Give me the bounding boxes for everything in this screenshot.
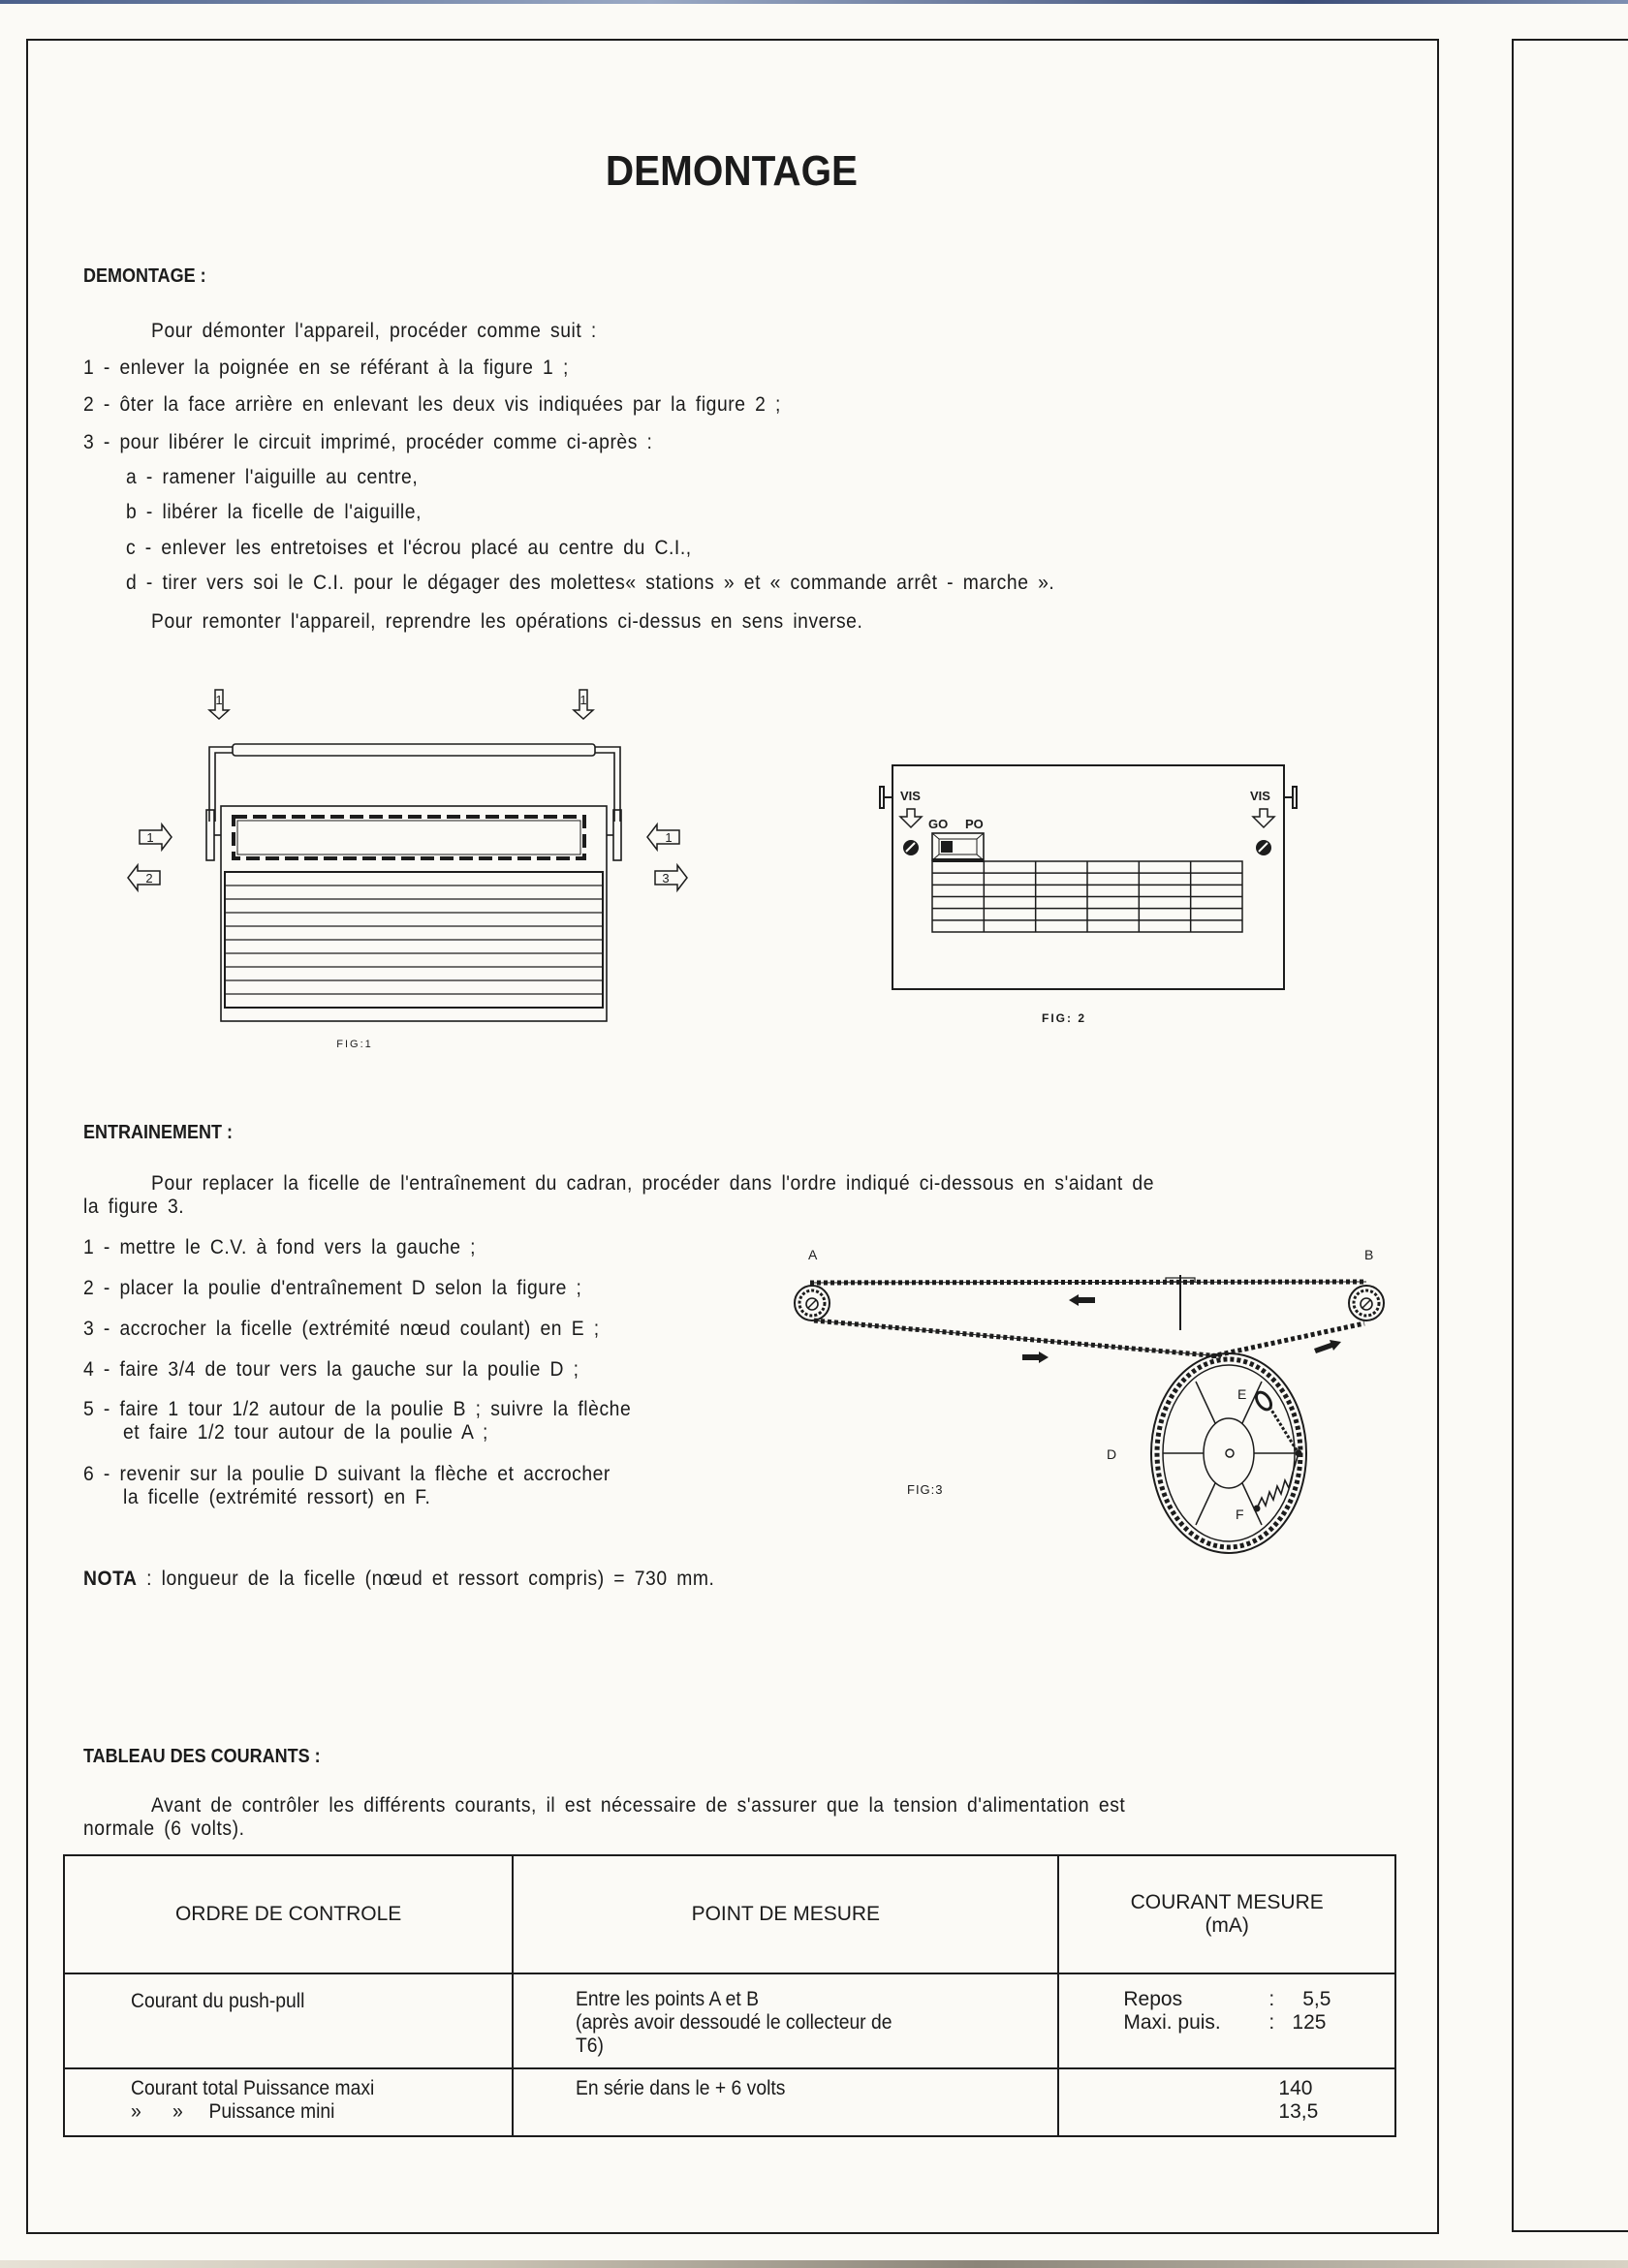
label-b: B: [1364, 1247, 1374, 1262]
nota-text: : longueur de la ficelle (nœud et ressort compris) = 730 mm.: [137, 1568, 715, 1590]
cell-ordre: Courant du push-pull: [64, 1973, 513, 2068]
demontage-step: 1 - enlever la poignée en se référant à la figure 1 ;: [83, 357, 569, 379]
po-label: PO: [965, 817, 984, 831]
column-header-point: POINT DE MESURE: [513, 1855, 1058, 1973]
demontage-outro: Pour remonter l'appareil, reprendre les opérations ci-dessus en sens inverse.: [151, 610, 863, 633]
table-row: [64, 2068, 1395, 2136]
tableau-heading: TABLEAU DES COURANTS :: [83, 1746, 321, 1767]
page-title: DEMONTAGE: [605, 147, 859, 195]
entrainement-intro-cont: la figure 3.: [83, 1196, 185, 1218]
figure-caption: FIG:1: [336, 1039, 373, 1050]
vis-label: VIS: [1250, 789, 1270, 803]
figure-caption: FIG:3: [907, 1482, 944, 1497]
label-f: F: [1236, 1507, 1244, 1522]
entrainement-step: 6 - revenir sur la poulie D suivant la flèche et accrocher: [83, 1463, 610, 1485]
entrainement-step: 5 - faire 1 tour 1/2 autour de la poulie B ; suivre la flèche: [83, 1398, 632, 1420]
demontage-intro: Pour démonter l'appareil, procéder comme suit :: [151, 320, 597, 342]
figure-caption: FIG: 2: [1042, 1011, 1087, 1025]
entrainement-step: 2 - placer la poulie d'entraînement D selon la figure ;: [83, 1277, 582, 1299]
tableau-intro: Avant de contrôler les différents courants, il est nécessaire de s'assurer que la tension d'alimentation est: [151, 1794, 1126, 1817]
vis-label: VIS: [900, 789, 921, 803]
entrainement-step: 4 - faire 3/4 de tour vers la gauche sur la poulie D ;: [83, 1358, 579, 1381]
arrow-label: 1: [215, 693, 223, 707]
label-d: D: [1107, 1446, 1117, 1462]
cell-point: En série dans le + 6 volts: [513, 2068, 1058, 2136]
demontage-substep: a - ramener l'aiguille au centre,: [126, 466, 419, 488]
entrainement-heading: ENTRAINEMENT :: [83, 1122, 233, 1143]
adjacent-page-frame: [1512, 39, 1628, 2232]
nota-label: NOTA: [83, 1568, 138, 1590]
scan-bottom-edge: [0, 2260, 1628, 2268]
arrow-label: 1: [579, 693, 587, 707]
entrainement-step: 3 - accrocher la ficelle (extrémité nœud coulant) en E ;: [83, 1318, 600, 1340]
nota: [83, 1568, 714, 1591]
currents-table: [63, 1854, 1396, 2137]
cell-courant: Repos : 5,5 Maxi. puis. : 125: [1058, 1973, 1395, 2068]
table-header-row: [64, 1855, 1395, 1973]
demontage-substep: d - tirer vers soi le C.I. pour le dégager des molettes« stations » et « commande arrêt - marche ».: [126, 572, 1055, 594]
demontage-heading: DEMONTAGE :: [83, 265, 206, 287]
arrow-label: 1: [146, 830, 154, 845]
entrainement-step-cont: et faire 1/2 tour autour de la poulie A ;: [123, 1421, 488, 1444]
label-e: E: [1237, 1386, 1247, 1402]
entrainement-step: 1 - mettre le C.V. à fond vers la gauche ;: [83, 1236, 477, 1258]
label-a: A: [808, 1247, 818, 1262]
tableau-intro-cont: normale (6 volts).: [83, 1818, 245, 1840]
entrainement-step-cont: la ficelle (extrémité ressort) en F.: [123, 1486, 431, 1508]
cell-point: Entre les points A et B (après avoir dessoudé le collecteur de T6): [513, 1973, 1058, 2068]
cell-ordre: Courant total Puissance maxi » » Puissance mini: [64, 2068, 513, 2136]
demontage-substep: c - enlever les entretoises et l'écrou placé au centre du C.I.,: [126, 537, 692, 559]
arrow-label: 2: [145, 871, 153, 885]
go-label: GO: [928, 817, 949, 831]
demontage-substep: b - libérer la ficelle de l'aiguille,: [126, 501, 422, 523]
column-header-courant: COURANT MESURE (mA): [1058, 1855, 1395, 1973]
handle-bar: [233, 744, 595, 756]
demontage-step: 3 - pour libérer le circuit imprimé, procéder comme ci-après :: [83, 431, 653, 453]
arrow-label: 3: [662, 871, 670, 885]
demontage-step: 2 - ôter la face arrière en enlevant les deux vis indiquées par la figure 2 ;: [83, 393, 781, 416]
table-row: [64, 1973, 1395, 2068]
cell-courant: 140 13,5: [1058, 2068, 1395, 2136]
arrow-label: 1: [665, 830, 673, 845]
scan-top-edge: [0, 0, 1628, 4]
entrainement-intro: Pour replacer la ficelle de l'entraînement du cadran, procéder dans l'ordre indiqué ci-dessous en s'aidant de: [151, 1172, 1155, 1195]
column-header-ordre: ORDRE DE CONTROLE: [64, 1855, 513, 1973]
